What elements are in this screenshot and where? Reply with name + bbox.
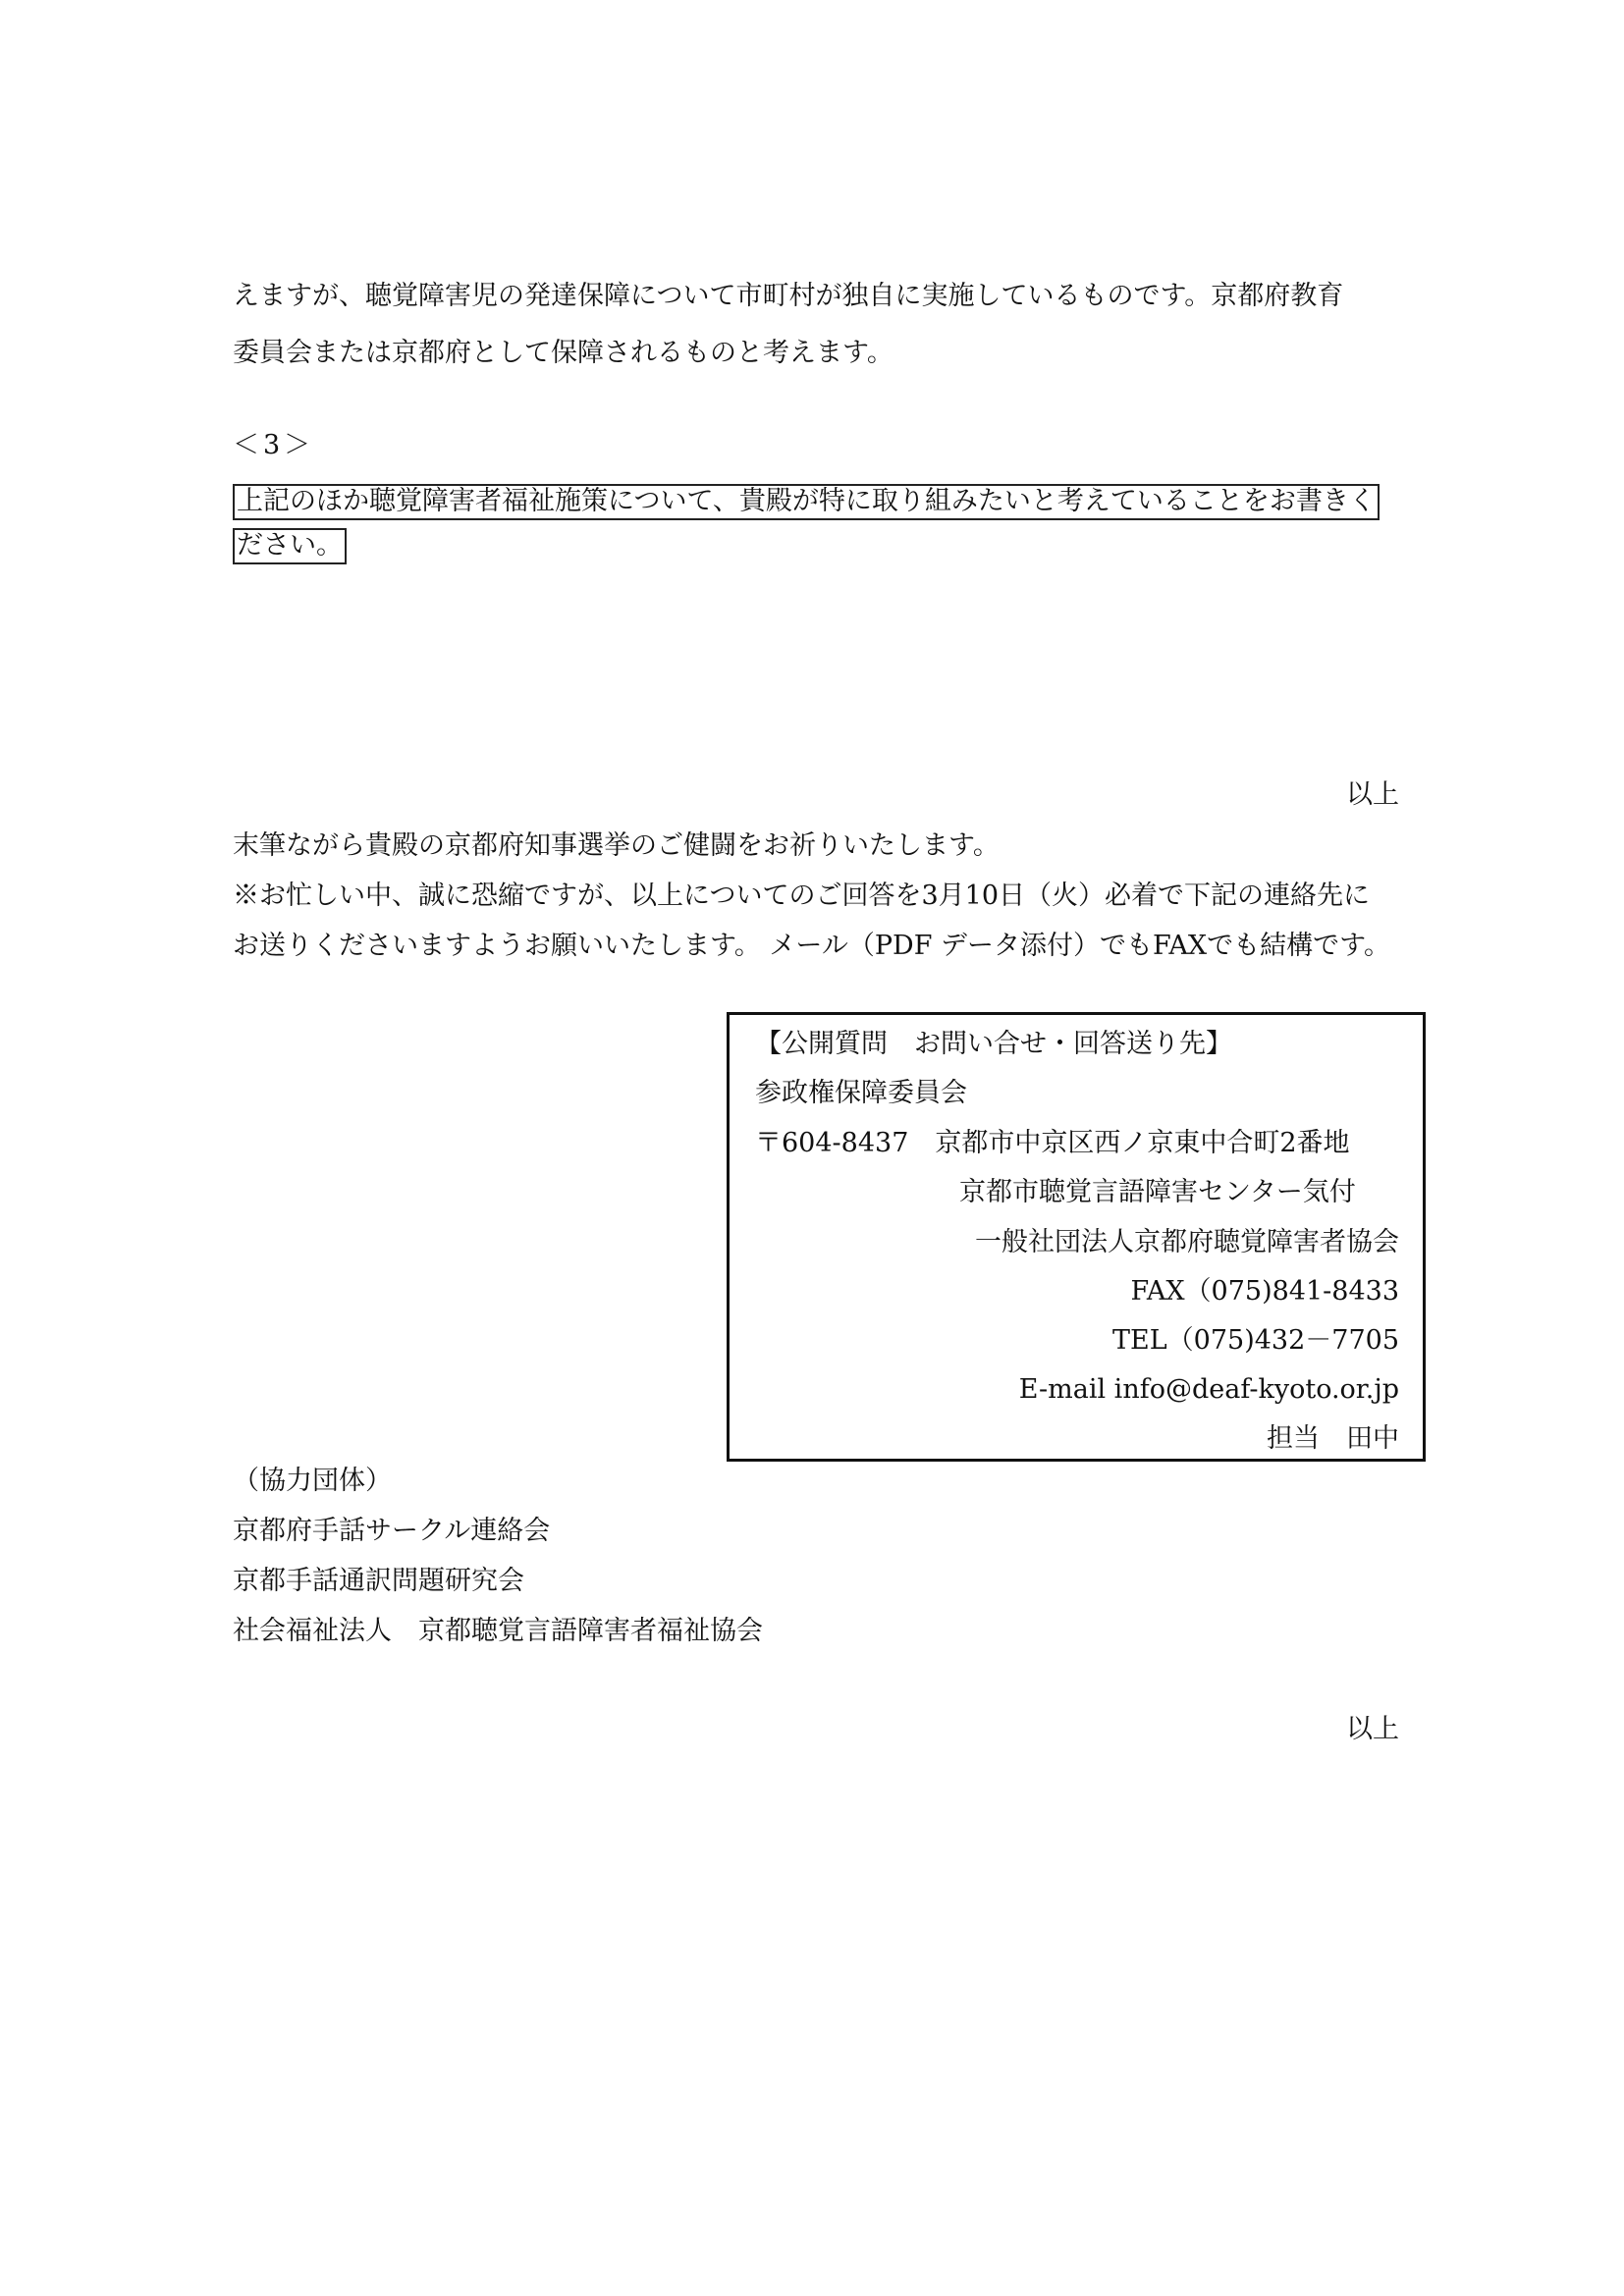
contact-person: 担当 田中 xyxy=(1267,1423,1399,1454)
contact-org: 参政権保障委員会 xyxy=(755,1078,967,1108)
final-closing-mark: 以上 xyxy=(1346,1714,1399,1744)
contact-heading: 【公開質問 お問い合せ・回答送り先】 xyxy=(755,1029,1232,1059)
closing-text-line-1: 末筆ながら貴殿の京都府知事選挙のご健闘をお祈りいたします。 xyxy=(233,830,1000,861)
body-text-line-1: えますが、聴覚障害児の発達保障について市町村が独自に実施しているものです。京都府教育 xyxy=(233,281,1344,311)
closing-text-line-2: ※お忙しい中、誠に恐縮ですが、以上についてのご回答を3月10日（火）必着で下記の連絡先に xyxy=(233,881,1370,911)
contact-address-line-1: 〒604-8437 京都市中京区西ノ京東中合町2番地 xyxy=(755,1128,1350,1158)
body-text-line-2: 委員会または京都府として保障されるものと考えます。 xyxy=(233,338,893,368)
question-box-line-2: ださい。 xyxy=(233,528,347,564)
contact-tel: TEL（075)432－7705 xyxy=(1112,1325,1399,1356)
contact-address-line-2: 京都市聴覚言語障害センター気付 xyxy=(959,1177,1356,1207)
contact-fax: FAX（075)841-8433 xyxy=(1130,1276,1399,1307)
cooperation-org-3: 社会福祉法人 京都聴覚言語障害者福祉協会 xyxy=(233,1616,763,1646)
closing-text-line-3: お送りくださいますようお願いいたします。 メール（PDF データ添付）でもFAXでも結構です。 xyxy=(233,931,1390,961)
contact-association: 一般社団法人京都府聴覚障害者協会 xyxy=(975,1227,1399,1257)
cooperation-org-1: 京都府手話サークル連絡会 xyxy=(233,1516,551,1546)
section-number: ＜3＞ xyxy=(233,430,315,460)
closing-mark: 以上 xyxy=(1346,779,1399,810)
contact-box xyxy=(727,1012,1426,1462)
cooperation-heading: （協力団体） xyxy=(233,1466,392,1496)
cooperation-org-2: 京都手話通訳問題研究会 xyxy=(233,1566,524,1596)
question-box-line-1: 上記のほか聴覚障害者福祉施策について、貴殿が特に取り組みたいと考えていることをお書きく xyxy=(233,484,1380,520)
contact-email-link[interactable]: E-mail info@deaf-kyoto.or.jp xyxy=(1018,1374,1399,1405)
